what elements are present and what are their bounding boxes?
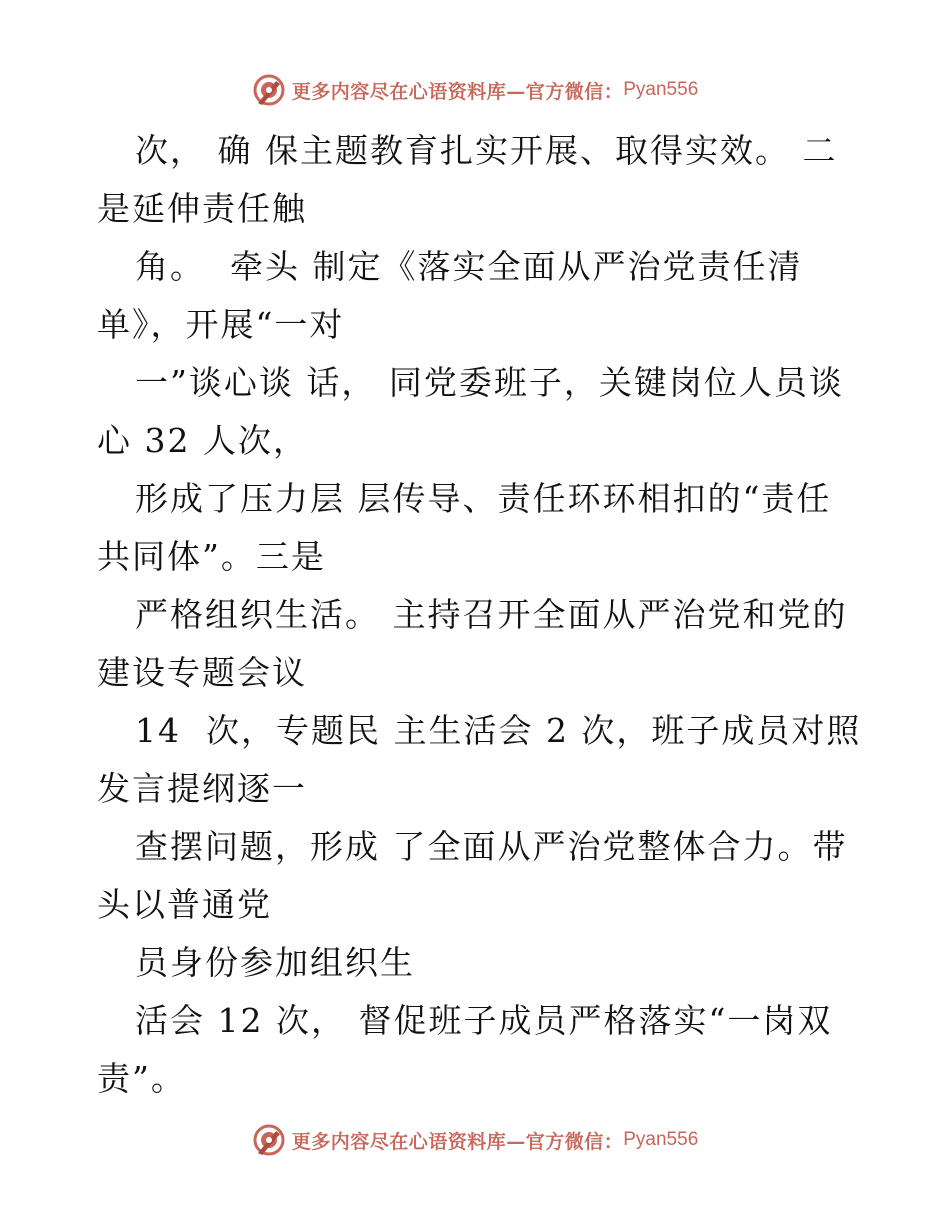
body-line: 心 32 人次， bbox=[97, 421, 308, 460]
body-line: 一”谈心谈 话， 同党委班子，关键岗位人员谈 bbox=[135, 363, 844, 402]
banner-text: 更多内容尽在心语资料库—官方微信： bbox=[291, 80, 624, 103]
body-line: 共同体”。三是 bbox=[97, 537, 326, 576]
document-body bbox=[97, 122, 877, 1108]
pen-circle-logo-icon bbox=[252, 1123, 286, 1157]
footer-watermark-banner bbox=[0, 1120, 950, 1160]
header-watermark-banner bbox=[0, 70, 950, 110]
body-line: 14 次，专题民 主生活会 2 次，班子成员对照 bbox=[135, 711, 862, 750]
banner-text: 更多内容尽在心语资料库—官方微信： bbox=[291, 1130, 624, 1153]
body-line: 头以普通党 bbox=[97, 885, 272, 924]
body-line: 查摆问题，形成 了全面从严治党整体合力。带 bbox=[135, 827, 848, 866]
body-line: 次， 确 保主题教育扎实开展、取得实效。 二 bbox=[135, 131, 838, 170]
body-line: 建设专题会议 bbox=[97, 653, 307, 692]
body-line: 员身份参加组织生 bbox=[135, 943, 415, 982]
pen-circle-logo-icon bbox=[252, 73, 286, 107]
banner-contact: Pyan556 bbox=[623, 79, 699, 100]
body-line: 单》，开展“一对 bbox=[97, 305, 345, 344]
body-line: 责”。 bbox=[97, 1059, 186, 1098]
body-line: 是延伸责任触 bbox=[97, 189, 307, 228]
body-line: 形成了压力层 层传导、责任环环相扣的“责任 bbox=[135, 479, 832, 518]
body-line: 严格组织生活。 主持召开全面从严治党和党的 bbox=[135, 595, 848, 634]
body-line: 发言提纲逐一 bbox=[97, 769, 307, 808]
body-line: 活会 12 次， 督促班子成员严格落实“一岗双 bbox=[135, 1001, 833, 1040]
body-line: 角。 牵头 制定《落实全面从严治党责任清 bbox=[135, 247, 803, 286]
banner-contact: Pyan556 bbox=[623, 1129, 699, 1150]
